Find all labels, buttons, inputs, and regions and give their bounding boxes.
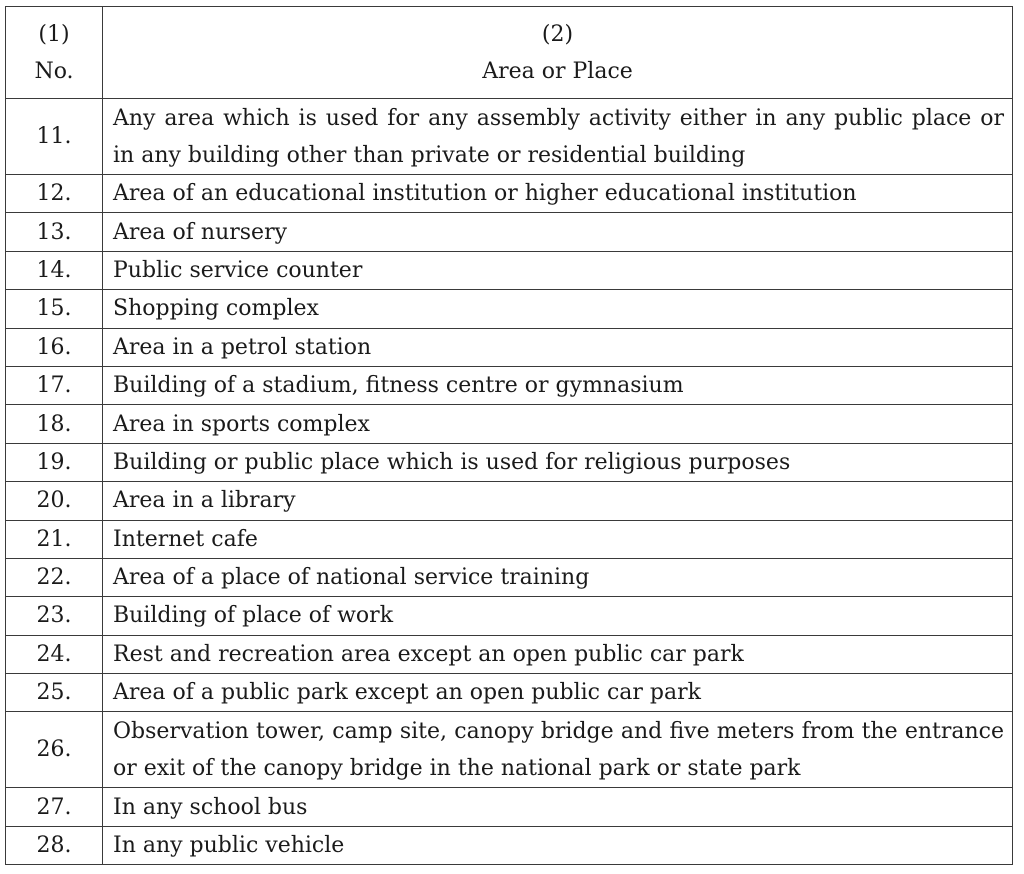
table-row — [6, 443, 1013, 481]
row-area: Observation tower, camp site, canopy bridge and five meters from the entrance or exit of the canopy bridge in the national park or state park — [103, 712, 1013, 788]
table-row — [6, 712, 1013, 788]
row-number: 19. — [6, 443, 103, 481]
row-number: 27. — [6, 788, 103, 826]
row-area: Building of a stadium, fitness centre or gymnasium — [103, 366, 1013, 404]
header-col1-label: No. — [34, 58, 74, 84]
row-number: 20. — [6, 482, 103, 520]
table-row — [6, 366, 1013, 404]
table-row — [6, 597, 1013, 635]
header-col1-number: (1) — [38, 21, 70, 47]
row-area: Building or public place which is used for religious purposes — [103, 443, 1013, 481]
row-number: 28. — [6, 826, 103, 864]
row-number: 21. — [6, 520, 103, 558]
row-number: 13. — [6, 213, 103, 251]
table-row — [6, 99, 1013, 175]
row-number: 22. — [6, 558, 103, 596]
row-area: Area in a petrol station — [103, 328, 1013, 366]
table-row — [6, 405, 1013, 443]
row-area: In any public vehicle — [103, 826, 1013, 864]
row-number: 18. — [6, 405, 103, 443]
row-area: Area in sports complex — [103, 405, 1013, 443]
row-number: 11. — [6, 99, 103, 175]
table-row — [6, 558, 1013, 596]
table-row — [6, 213, 1013, 251]
row-number: 14. — [6, 251, 103, 289]
table-row — [6, 328, 1013, 366]
table-row — [6, 674, 1013, 712]
row-area: Area of nursery — [103, 213, 1013, 251]
row-area: Internet cafe — [103, 520, 1013, 558]
table-row — [6, 520, 1013, 558]
table-row — [6, 788, 1013, 826]
table-row — [6, 826, 1013, 864]
row-area: Area of a public park except an open public car park — [103, 674, 1013, 712]
table-header-row — [6, 7, 1013, 99]
row-number: 25. — [6, 674, 103, 712]
row-number: 17. — [6, 366, 103, 404]
row-area: In any school bus — [103, 788, 1013, 826]
table-row — [6, 290, 1013, 328]
row-area: Area of a place of national service training — [103, 558, 1013, 596]
header-col2-number: (2) — [541, 21, 574, 47]
row-area: Shopping complex — [103, 290, 1013, 328]
table-row — [6, 635, 1013, 673]
row-number: 23. — [6, 597, 103, 635]
row-number: 12. — [6, 175, 103, 213]
row-area: Rest and recreation area except an open public car park — [103, 635, 1013, 673]
row-area: Area in a library — [103, 482, 1013, 520]
header-col2-label: Area or Place — [482, 58, 633, 84]
header-no-cell — [6, 7, 103, 99]
row-number: 26. — [6, 712, 103, 788]
row-area: Building of place of work — [103, 597, 1013, 635]
row-number: 16. — [6, 328, 103, 366]
table-row — [6, 482, 1013, 520]
row-number: 24. — [6, 635, 103, 673]
table-row — [6, 175, 1013, 213]
row-area: Area of an educational institution or higher educational institution — [103, 175, 1013, 213]
row-area: Public service counter — [103, 251, 1013, 289]
row-area: Any area which is used for any assembly activity either in any public place or in any building other than private or residential building — [103, 99, 1013, 175]
area-or-place-table — [5, 6, 1013, 865]
table-row — [6, 251, 1013, 289]
header-area-cell — [103, 7, 1013, 99]
row-number: 15. — [6, 290, 103, 328]
